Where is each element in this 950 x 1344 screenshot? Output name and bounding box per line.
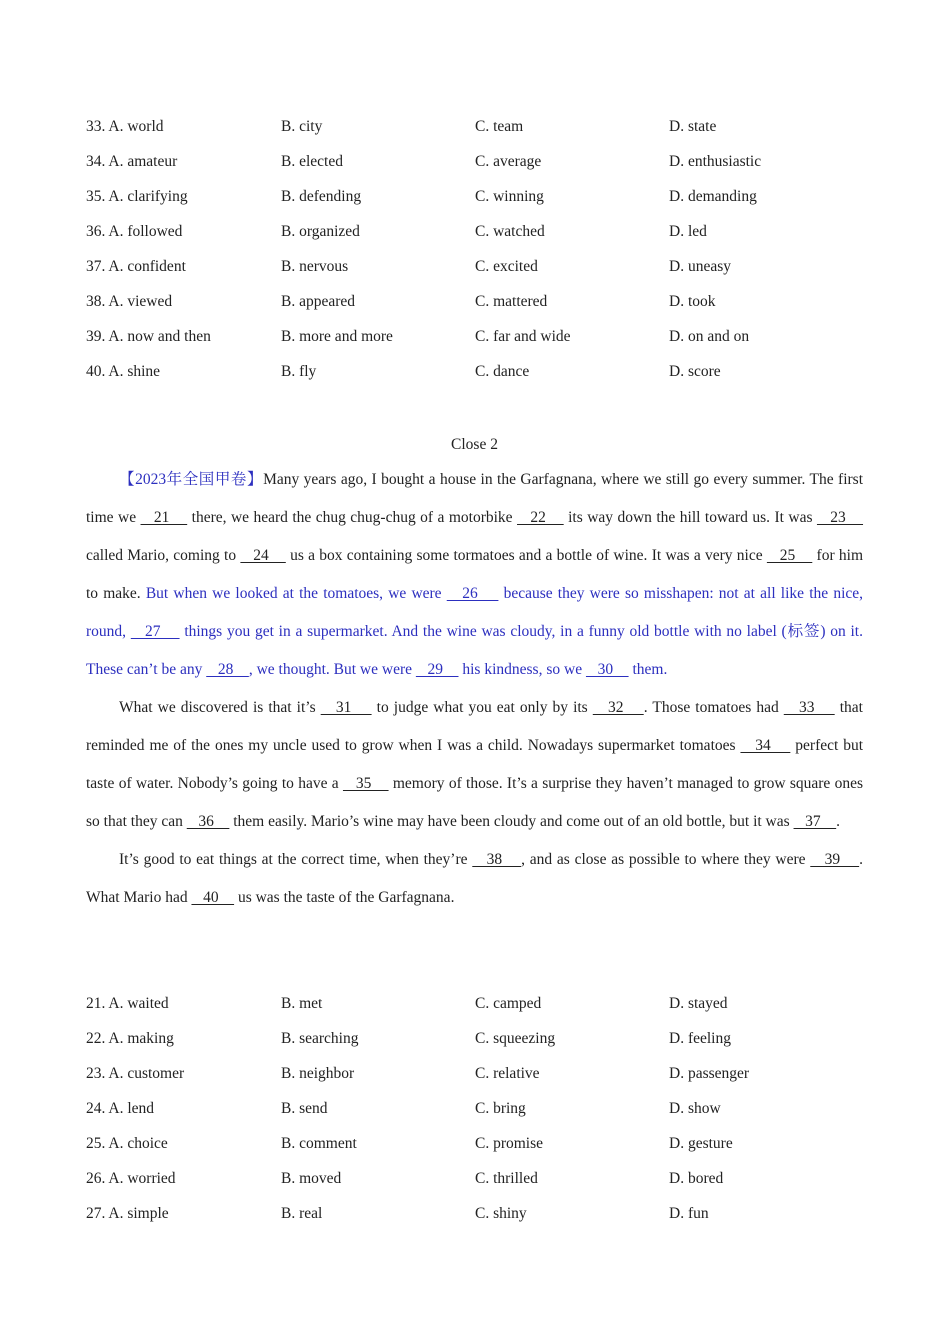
- answer-blank: 39: [810, 851, 860, 868]
- option-choice: D. took: [669, 293, 716, 310]
- passage-text: us a box containing some tormatoes and a bottle of wine. It was a very nice: [285, 547, 767, 564]
- option-choice: D. on and on: [669, 328, 750, 345]
- option-choice: D. feeling: [669, 1030, 731, 1047]
- passage-text: that reminded me of the ones my uncle used to grow when I was a child. Nowadays supermarket tomatoes: [86, 699, 863, 754]
- option-choice: B. defending: [281, 188, 362, 205]
- answer-blank: 24: [240, 547, 286, 564]
- option-choice: 40. A. shine: [86, 363, 161, 380]
- option-choice: C. mattered: [475, 293, 548, 310]
- answer-blank: 25: [766, 547, 813, 564]
- option-choice: B. more and more: [281, 328, 393, 345]
- option-choice: D. state: [669, 118, 717, 135]
- option-row: [86, 1063, 863, 1085]
- option-choice: D. show: [669, 1100, 721, 1117]
- option-row: [86, 221, 863, 243]
- option-choice: B. city: [281, 118, 323, 135]
- answer-blank: 36: [186, 813, 230, 830]
- answer-blank: 32: [592, 699, 644, 716]
- option-choice: C. excited: [475, 258, 538, 275]
- option-choice: D. enthusiastic: [669, 153, 762, 170]
- option-choice: C. winning: [475, 188, 544, 205]
- passage-text: memory of those. It’s a surprise they haven’t managed to grow square ones so that they can: [86, 775, 863, 830]
- option-choice: C. watched: [475, 223, 545, 240]
- option-choice: C. team: [475, 118, 524, 135]
- passage-text-highlighted: his kindness, so we: [458, 661, 586, 678]
- passage-paragraph-3: [86, 841, 863, 917]
- option-row: [86, 291, 863, 313]
- option-row: [86, 361, 863, 383]
- passage-text-highlighted: things you get in a supermarket. And the wine was cloudy, in a funny old bottle with no label (标签) on it. These can’t be any: [86, 623, 863, 678]
- passage-text: What we discovered is that it’s: [119, 699, 321, 716]
- passage-paragraph-2: [86, 689, 863, 841]
- cloze-passage: [86, 461, 863, 917]
- source-tag: 【2023年全国甲卷】: [119, 471, 264, 488]
- passage-text-highlighted: But when we looked at the tomatoes, we were: [145, 585, 447, 602]
- option-choice: C. shiny: [475, 1205, 527, 1222]
- option-choice: B. searching: [281, 1030, 359, 1047]
- answer-blank: 38: [472, 851, 522, 868]
- option-row: [86, 1098, 863, 1120]
- option-choice: D. uneasy: [669, 258, 731, 275]
- answer-blank: 21: [140, 509, 188, 526]
- option-choice: 34. A. amateur: [86, 153, 178, 170]
- option-choice: B. fly: [281, 363, 317, 380]
- passage-paragraph-1: [86, 461, 863, 689]
- option-row: [86, 1203, 863, 1225]
- option-choice: D. led: [669, 223, 707, 240]
- option-choice: C. bring: [475, 1100, 526, 1117]
- option-choice: 38. A. viewed: [86, 293, 173, 310]
- option-choice: C. thrilled: [475, 1170, 538, 1187]
- answer-blank: 22: [517, 509, 564, 526]
- option-choice: 36. A. followed: [86, 223, 183, 240]
- option-choice: 24. A. lend: [86, 1100, 155, 1117]
- option-choice: 21. A. waited: [86, 995, 169, 1012]
- option-choice: C. camped: [475, 995, 542, 1012]
- passage-text: to judge what you eat only by its: [371, 699, 593, 716]
- option-choice: B. nervous: [281, 258, 349, 275]
- option-choice: D. demanding: [669, 188, 757, 205]
- option-choice: 26. A. worried: [86, 1170, 176, 1187]
- option-choice: 35. A. clarifying: [86, 188, 188, 205]
- option-choice: D. fun: [669, 1205, 709, 1222]
- passage-text-highlighted: , we thought. But we were: [248, 661, 416, 678]
- option-choice: D. stayed: [669, 995, 728, 1012]
- answer-blank: 37: [793, 813, 837, 830]
- answer-blank: 34: [740, 737, 791, 754]
- option-choice: D. score: [669, 363, 721, 380]
- option-choice: 23. A. customer: [86, 1065, 185, 1082]
- answer-blank: 23: [816, 509, 864, 526]
- option-choice: D. bored: [669, 1170, 724, 1187]
- option-choice: 25. A. choice: [86, 1135, 168, 1152]
- passage-text: . What Mario had: [86, 851, 863, 906]
- passage-text: its way down the hill toward us. It was: [563, 509, 817, 526]
- option-choice: B. elected: [281, 153, 343, 170]
- option-choice: 33. A. world: [86, 118, 164, 135]
- passage-text: . Those tomatoes had: [643, 699, 784, 716]
- option-choice: C. promise: [475, 1135, 544, 1152]
- option-choice: C. average: [475, 153, 542, 170]
- answer-blank: 33: [783, 699, 835, 716]
- option-row: [86, 1168, 863, 1190]
- option-row: [86, 993, 863, 1015]
- option-choice: B. real: [281, 1205, 323, 1222]
- answer-blank: 31: [320, 699, 372, 716]
- answer-blank: 29: [415, 661, 459, 678]
- option-choice: D. passenger: [669, 1065, 750, 1082]
- option-row: [86, 1133, 863, 1155]
- option-choice: 39. A. now and then: [86, 328, 211, 345]
- passage-text: there, we heard the chug chug-chug of a motorbike: [187, 509, 518, 526]
- option-choice: B. send: [281, 1100, 328, 1117]
- passage-text: Many years ago, I bought a house in the Garfagnana, where we still go every summer. The first time we: [86, 471, 863, 526]
- passage-text: called Mario, coming to: [86, 547, 241, 564]
- passage-text: , and as close as possible to where they were: [521, 851, 811, 868]
- option-choice: C. far and wide: [475, 328, 571, 345]
- passage-text: them easily. Mario’s wine may have been cloudy and come out of an old bottle, but it was: [229, 813, 794, 830]
- passage-text: for him to make.: [86, 547, 864, 602]
- option-choice: 37. A. confident: [86, 258, 186, 275]
- option-row: [86, 256, 863, 278]
- passage-text: It’s good to eat things at the correct time, when they’re: [119, 851, 473, 868]
- answer-blank: 30: [585, 661, 629, 678]
- answer-blank: 27: [130, 623, 180, 640]
- option-choice: B. neighbor: [281, 1065, 355, 1082]
- option-choice: C. dance: [475, 363, 530, 380]
- passage-text: us was the taste of the Garfagnana.: [234, 889, 455, 906]
- answer-blank: 26: [446, 585, 499, 602]
- answer-blank: 35: [342, 775, 389, 792]
- option-choice: B. appeared: [281, 293, 356, 310]
- option-choice: B. organized: [281, 223, 360, 240]
- option-choice: D. gesture: [669, 1135, 733, 1152]
- option-choice: B. met: [281, 995, 323, 1012]
- option-row: [86, 326, 863, 348]
- section-title: Close 2: [451, 436, 498, 453]
- option-choice: C. relative: [475, 1065, 540, 1082]
- option-choice: 22. A. making: [86, 1030, 174, 1047]
- option-choice: B. moved: [281, 1170, 342, 1187]
- option-row: [86, 186, 863, 208]
- answer-blank: 40: [191, 889, 235, 906]
- option-row: [86, 151, 863, 173]
- option-row: [86, 1028, 863, 1050]
- passage-text: .: [836, 813, 841, 830]
- answer-blank: 28: [206, 661, 249, 678]
- option-choice: C. squeezing: [475, 1030, 556, 1047]
- passage-text-highlighted: because they were so misshapen: not at all like the nice, round,: [86, 585, 864, 640]
- option-choice: 27. A. simple: [86, 1205, 169, 1222]
- passage-text-highlighted: them.: [628, 661, 668, 678]
- option-choice: B. comment: [281, 1135, 357, 1152]
- option-row: [86, 116, 863, 138]
- passage-text: perfect but taste of water. Nobody’s going to have a: [86, 737, 864, 792]
